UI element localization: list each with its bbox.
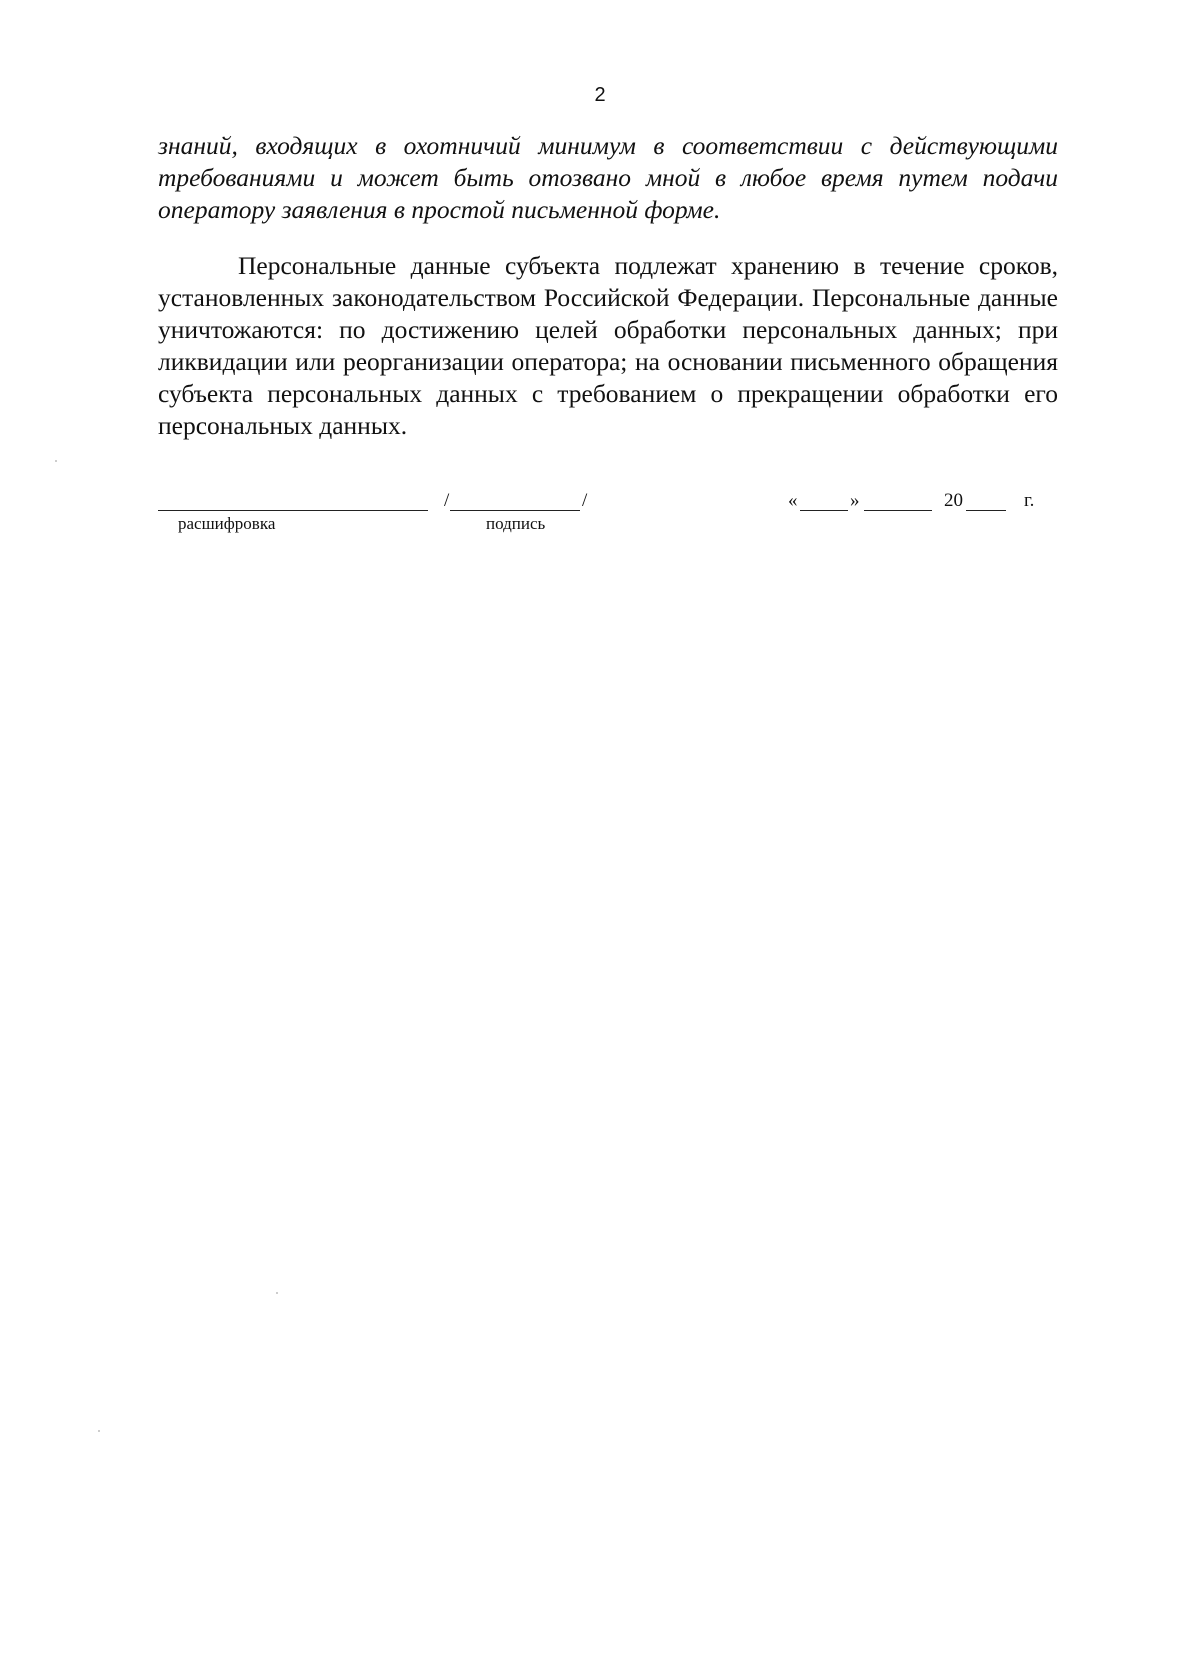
month-line xyxy=(864,492,932,511)
italic-paragraph: знаний, входящих в охотничий минимум в соответствии с действующими требованиями и может быть отозвано мной в любое время путем подачи оператору заявления в простой письменной форме. xyxy=(158,131,1058,224)
year-line xyxy=(966,492,1006,511)
day-line xyxy=(800,492,848,511)
scan-speck xyxy=(55,460,57,462)
year-suffix: г. xyxy=(1024,490,1035,511)
year-prefix: 20 xyxy=(944,490,963,511)
quote-open: « xyxy=(788,490,798,511)
slash-open: / xyxy=(444,490,450,511)
signature-line xyxy=(450,492,580,511)
slash-close: / xyxy=(582,490,588,511)
quote-close: » xyxy=(850,490,860,511)
decoding-caption: расшифровка xyxy=(178,514,276,533)
scan-speck xyxy=(276,1292,278,1294)
page-number: 2 xyxy=(594,84,606,106)
decoding-line xyxy=(158,492,428,511)
scan-speck xyxy=(98,1430,100,1432)
signature-caption: подпись xyxy=(486,514,546,533)
main-paragraph: Персональные данные субъекта подлежат хранению в течение сроков, установленных законодательством Российской Федерации. Персональные данные уничтожаются: по достижению целей обработки персональных данных; при ликвидации или реорганизации оператора; на основании письменного обращения субъекта персональных данных с требованием о прекращении обработки его персональных данных. xyxy=(158,251,1058,440)
